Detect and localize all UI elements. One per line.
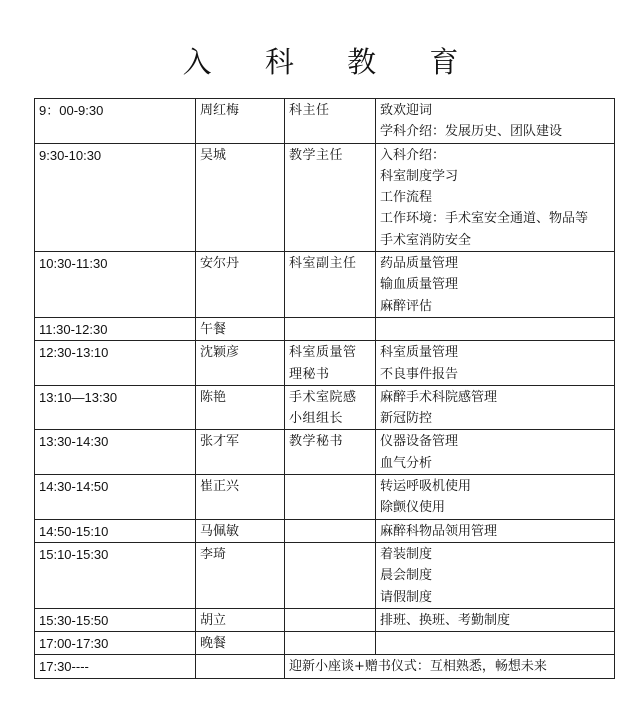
person-cell: 张才军 bbox=[196, 430, 285, 475]
role-line: 教学主任 bbox=[289, 147, 344, 163]
time-cell: 10:30-11:30 bbox=[35, 252, 196, 318]
role-line: 科室质量管 bbox=[289, 345, 357, 361]
content-line: 致欢迎词 bbox=[380, 103, 433, 118]
time-cell: 9：00-9:30 bbox=[35, 99, 196, 144]
role-line: 手术室院感 bbox=[289, 389, 357, 405]
content-line: 麻醉手术科院感管理 bbox=[380, 389, 498, 405]
role-cell bbox=[285, 143, 376, 251]
role-cell bbox=[285, 341, 376, 386]
table-row bbox=[35, 608, 615, 631]
content-line: 晨会制度 bbox=[380, 568, 433, 584]
content-line: 工作环境：手术室安全通道、物品等 bbox=[380, 211, 589, 227]
content-cell bbox=[376, 519, 615, 542]
person-cell bbox=[196, 655, 285, 678]
schedule-body bbox=[35, 99, 615, 679]
table-row bbox=[35, 632, 615, 655]
content-cell bbox=[376, 99, 615, 144]
content-cell bbox=[376, 542, 615, 608]
time-cell: 14:30-14:50 bbox=[35, 475, 196, 520]
role-line: 科主任 bbox=[289, 103, 330, 118]
table-row bbox=[35, 252, 615, 318]
schedule-table bbox=[34, 98, 615, 679]
table-row bbox=[35, 475, 615, 520]
content-cell bbox=[376, 252, 615, 318]
person-cell: 崔正兴 bbox=[196, 475, 285, 520]
person-cell: 马佩敏 bbox=[196, 519, 285, 542]
person-cell: 午餐 bbox=[196, 317, 285, 340]
person-cell: 吴城 bbox=[196, 143, 285, 251]
content-line: 学科介绍：发展历史、团队建设 bbox=[380, 124, 563, 140]
content-line: 着装制度 bbox=[380, 546, 433, 562]
role-line: 小组组长 bbox=[289, 411, 344, 427]
role-cell bbox=[285, 430, 376, 475]
content-line: 入科介绍： bbox=[380, 147, 446, 163]
table-row bbox=[35, 655, 615, 678]
content-line: 科室质量管理 bbox=[380, 345, 459, 361]
content-cell bbox=[376, 608, 615, 631]
table-row bbox=[35, 542, 615, 608]
table-row bbox=[35, 99, 615, 144]
content-cell bbox=[376, 341, 615, 386]
person-cell: 晚餐 bbox=[196, 632, 285, 655]
person-cell: 李琦 bbox=[196, 542, 285, 608]
table-row bbox=[35, 385, 615, 430]
role-cell bbox=[285, 317, 376, 340]
role-cell bbox=[285, 475, 376, 520]
role-line: 理秘书 bbox=[289, 366, 330, 382]
content-line: 工作流程 bbox=[380, 190, 433, 206]
content-line: 血气分析 bbox=[380, 455, 433, 471]
page-title: 入 科 教 育 bbox=[182, 45, 481, 79]
content-cell bbox=[376, 385, 615, 430]
content-line: 不良事件报告 bbox=[380, 366, 459, 382]
time-cell: 11:30-12:30 bbox=[35, 317, 196, 340]
role-cell bbox=[285, 385, 376, 430]
role-cell bbox=[285, 99, 376, 144]
content-line: 科室制度学习 bbox=[380, 168, 459, 184]
content-cell bbox=[376, 430, 615, 475]
person-cell: 安尔丹 bbox=[196, 252, 285, 318]
content-line: 除颤仪使用 bbox=[380, 500, 446, 516]
role-cell bbox=[285, 252, 376, 318]
role-cell bbox=[285, 632, 376, 655]
person-cell: 陈艳 bbox=[196, 385, 285, 430]
role-cell bbox=[285, 519, 376, 542]
time-cell: 9:30-10:30 bbox=[35, 143, 196, 251]
content-line: 麻醉评估 bbox=[380, 298, 433, 314]
time-cell: 13:30-14:30 bbox=[35, 430, 196, 475]
time-cell: 17:30---- bbox=[35, 655, 196, 678]
content-line: 请假制度 bbox=[380, 589, 433, 605]
content-cell bbox=[376, 317, 615, 340]
table-row bbox=[35, 430, 615, 475]
table-row bbox=[35, 341, 615, 386]
content-line: 新冠防控 bbox=[380, 411, 433, 427]
role-cell bbox=[285, 608, 376, 631]
time-cell: 12:30-13:10 bbox=[35, 341, 196, 386]
table-row bbox=[35, 317, 615, 340]
content-line: 药品质量管理 bbox=[380, 256, 459, 272]
role-line: 教学秘书 bbox=[289, 434, 344, 450]
content-cell bbox=[376, 632, 615, 655]
event-cell: 迎新小座谈+赠书仪式：互相熟悉，畅想未来 bbox=[285, 655, 615, 678]
time-cell: 14:50-15:10 bbox=[35, 519, 196, 542]
time-cell: 13:10—13:30 bbox=[35, 385, 196, 430]
table-row bbox=[35, 143, 615, 251]
person-cell: 沈颖彦 bbox=[196, 341, 285, 386]
content-line: 仪器设备管理 bbox=[380, 434, 459, 450]
content-line: 输血质量管理 bbox=[380, 277, 459, 293]
time-cell: 15:10-15:30 bbox=[35, 542, 196, 608]
table-row bbox=[35, 519, 615, 542]
content-line: 手术室消防安全 bbox=[380, 232, 472, 248]
content-cell bbox=[376, 143, 615, 251]
content-line: 麻醉科物品领用管理 bbox=[380, 523, 498, 539]
content-line: 转运呼吸机使用 bbox=[380, 479, 472, 495]
person-cell: 胡立 bbox=[196, 608, 285, 631]
time-cell: 17:00-17:30 bbox=[35, 632, 196, 655]
role-cell bbox=[285, 542, 376, 608]
role-line: 科室副主任 bbox=[289, 256, 357, 272]
content-cell bbox=[376, 475, 615, 520]
person-cell: 周红梅 bbox=[196, 99, 285, 144]
time-cell: 15:30-15:50 bbox=[35, 608, 196, 631]
content-line: 排班、换班、考勤制度 bbox=[380, 612, 511, 628]
